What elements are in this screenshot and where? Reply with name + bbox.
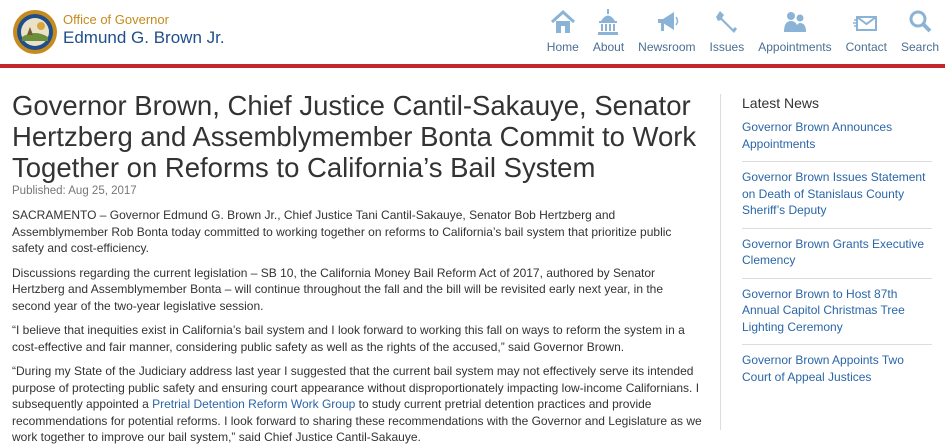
nav-issues[interactable] bbox=[710, 8, 745, 54]
tools-icon bbox=[714, 8, 740, 36]
nav-appointments[interactable] bbox=[758, 8, 831, 54]
nav-search-label: Search bbox=[900, 40, 939, 54]
sidebar-title: Latest News bbox=[742, 95, 820, 111]
article-title: Governor Brown, Chief Justice Cantil-Sakauye, Senator Hertzberg and Assemblymember Bonta Commit to Work Together on Reforms to California’s Bail System bbox=[12, 90, 697, 183]
nav-search[interactable] bbox=[901, 8, 939, 54]
site-brand[interactable] bbox=[63, 13, 225, 46]
paragraph-text: “During my State of the Judiciary address last year I suggested that the current bail system may not effectively serve its intended purpose of protecting public safety and ensuring court appearance without disproportionately impacting low-income Californians. I subsequently appointed a bbox=[12, 364, 700, 411]
nav-about-label: About bbox=[592, 40, 625, 54]
capitol-icon bbox=[595, 8, 621, 36]
nav-contact-label: Contact bbox=[845, 40, 887, 54]
office-label: Office of Governor bbox=[63, 12, 169, 27]
nav-about[interactable] bbox=[593, 8, 624, 54]
people-icon bbox=[782, 8, 808, 36]
news-link[interactable]: Governor Brown Appoints Two Court of Appeal Justices bbox=[742, 353, 904, 384]
header-divider bbox=[0, 64, 945, 68]
latest-news-sidebar bbox=[742, 95, 932, 399]
article-paragraph: “I believe that inequities exist in California’s bail system and I look forward to working this fall on ways to reform the system in a cost-effective and fair manner, considering public safety as well as the rights of the accused,” said Governor Brown. bbox=[12, 323, 685, 354]
envelope-icon bbox=[853, 8, 879, 36]
main-nav bbox=[533, 8, 939, 54]
search-icon bbox=[907, 8, 933, 36]
article-paragraph: SACRAMENTO – Governor Edmund G. Brown Jr., Chief Justice Tani Cantil-Sakauye, Senator Bob Hertzberg and Assemblymember Rob Bonta today committed to working together on reforms to California’s bail system that prioritize public safety and cost-efficiency. bbox=[12, 208, 672, 255]
article-paragraph: Discussions regarding the current legislation – SB 10, the California Money Bail Reform Act of 2017, authored by Senator Hertzberg and Assemblymember Bonta – will continue throughout the fall and the bill will be revisited early next year, in the second year of the two-year legislative session. bbox=[12, 265, 664, 313]
house-icon bbox=[550, 8, 576, 36]
governor-name: Edmund G. Brown Jr. bbox=[63, 28, 225, 47]
sidebar-divider bbox=[720, 94, 721, 430]
news-link[interactable]: Governor Brown Announces Appointments bbox=[742, 117, 932, 162]
nav-issues-label: Issues bbox=[709, 40, 745, 54]
nav-newsroom-label: Newsroom bbox=[638, 40, 696, 54]
site-header bbox=[0, 0, 945, 64]
nav-newsroom[interactable] bbox=[638, 8, 695, 54]
nav-home-label: Home bbox=[546, 40, 579, 54]
news-link[interactable]: Governor Brown Issues Statement on Death of Stanislaus County Sheriff’s Deputy bbox=[742, 167, 932, 229]
article bbox=[12, 90, 702, 446]
state-seal-logo[interactable] bbox=[12, 9, 58, 55]
nav-home[interactable] bbox=[547, 8, 579, 54]
work-group-link[interactable]: Pretrial Detention Reform Work Group bbox=[152, 397, 356, 411]
paragraph-text: to study current pretrial detention practices and provide recommendations for potential reforms. I look forward to sharing these recommendations with the Governor and Legislature as we work together to improve our bail system,” said Chief Justice Cantil-Sakauye. bbox=[12, 397, 702, 444]
nav-contact[interactable] bbox=[846, 8, 887, 54]
publish-date: Published: Aug 25, 2017 bbox=[12, 185, 137, 197]
news-link[interactable]: Governor Brown Grants Executive Clemency bbox=[742, 234, 932, 279]
megaphone-icon bbox=[654, 8, 680, 36]
nav-appointments-label: Appointments bbox=[758, 40, 832, 54]
article-paragraph bbox=[12, 363, 702, 446]
news-link[interactable]: Governor Brown to Host 87th Annual Capitol Christmas Tree Lighting Ceremony bbox=[742, 284, 932, 346]
